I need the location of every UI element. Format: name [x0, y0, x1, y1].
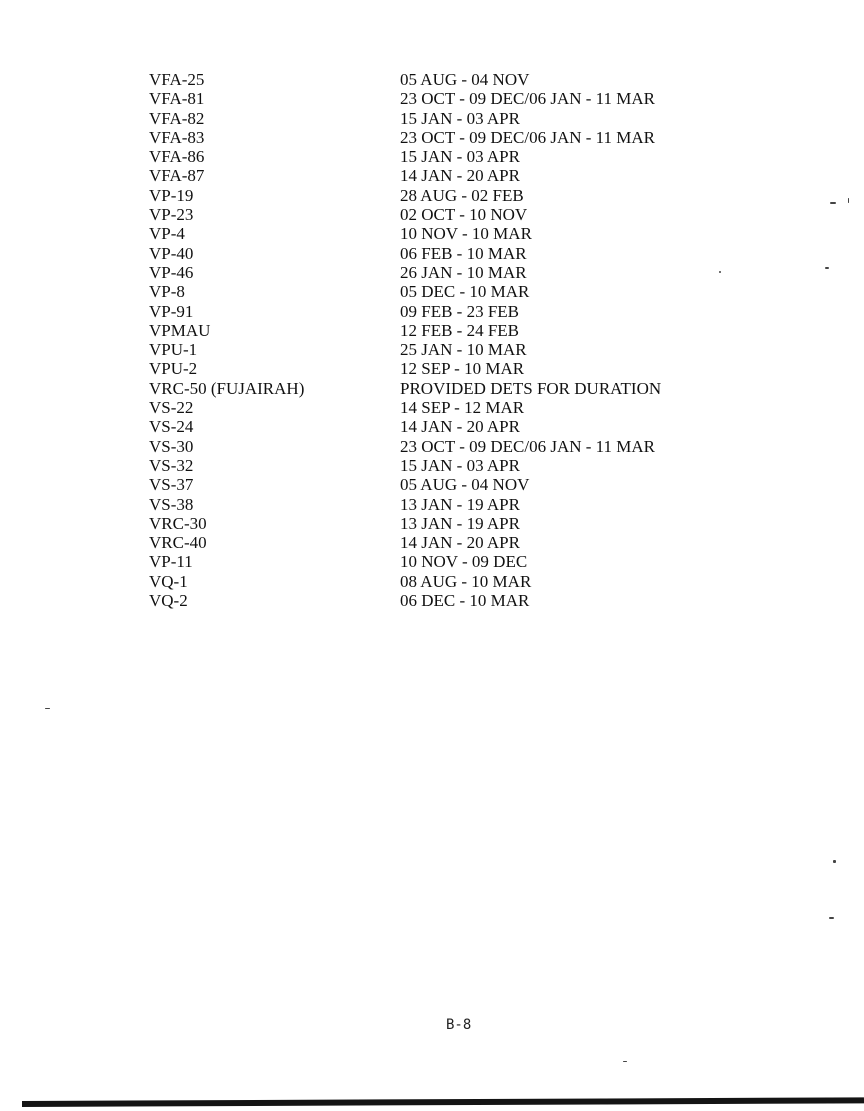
schedule-row	[0, 359, 864, 378]
schedule-row	[0, 398, 864, 417]
unit-designation: VRC-30	[149, 513, 207, 533]
schedule-row	[0, 379, 864, 398]
unit-designation: VFA-83	[149, 127, 205, 147]
schedule-row	[0, 70, 864, 89]
deployment-dates: 14 JAN - 20 APR	[400, 417, 520, 437]
deployment-dates: 05 AUG - 04 NOV	[400, 475, 530, 495]
deployment-dates: 12 FEB - 24 FEB	[400, 320, 520, 340]
squadron-schedule-list	[0, 70, 864, 610]
schedule-row	[0, 340, 864, 359]
schedule-row	[0, 109, 864, 128]
deployment-dates: 13 JAN - 19 APR	[400, 494, 520, 514]
unit-designation: VS-32	[149, 455, 194, 475]
deployment-dates: 05 DEC - 10 MAR	[400, 282, 530, 302]
schedule-row	[0, 417, 864, 436]
unit-designation: VP-11	[149, 552, 193, 572]
schedule-row	[0, 147, 864, 166]
unit-designation: VFA-81	[149, 89, 205, 109]
schedule-row	[0, 128, 864, 147]
scan-speck	[825, 267, 829, 269]
deployment-dates: 23 OCT - 09 DEC/06 JAN - 11 MAR	[400, 127, 656, 147]
scan-speck	[833, 860, 836, 863]
scan-speck	[830, 202, 836, 204]
deployment-dates: 14 SEP - 12 MAR	[400, 398, 525, 418]
schedule-row	[0, 244, 864, 263]
schedule-row	[0, 552, 864, 571]
unit-designation: VFA-82	[149, 108, 205, 128]
scan-speck	[829, 917, 834, 919]
unit-designation: VFA-87	[149, 166, 205, 186]
unit-designation: VFA-25	[149, 70, 205, 89]
unit-designation: VP-8	[149, 282, 185, 302]
deployment-dates: 23 OCT - 09 DEC/06 JAN - 11 MAR	[400, 436, 656, 456]
deployment-dates: 10 NOV - 10 MAR	[400, 224, 532, 244]
schedule-row	[0, 533, 864, 552]
unit-designation: VPU-1	[149, 340, 198, 360]
schedule-row	[0, 166, 864, 185]
deployment-dates: 23 OCT - 09 DEC/06 JAN - 11 MAR	[400, 89, 656, 109]
deployment-dates: 09 FEB - 23 FEB	[400, 301, 520, 321]
unit-designation: VS-37	[149, 475, 194, 495]
unit-designation: VS-30	[149, 436, 194, 456]
scan-speck	[45, 708, 50, 709]
unit-designation: VS-22	[149, 398, 194, 418]
unit-designation: VPU-2	[149, 359, 198, 379]
schedule-row	[0, 475, 864, 494]
deployment-dates: 05 AUG - 04 NOV	[400, 70, 530, 89]
unit-designation: VPMAU	[149, 320, 211, 340]
unit-designation: VP-23	[149, 205, 194, 225]
schedule-row	[0, 437, 864, 456]
schedule-row	[0, 321, 864, 340]
unit-designation: VFA-86	[149, 147, 205, 167]
unit-designation: VS-38	[149, 494, 194, 514]
unit-designation: VQ-2	[149, 591, 188, 611]
deployment-dates: 26 JAN - 10 MAR	[400, 262, 527, 282]
deployment-dates: PROVIDED DETS FOR DURATION	[400, 378, 662, 398]
deployment-dates: 06 FEB - 10 MAR	[400, 243, 527, 263]
deployment-dates: 12 SEP - 10 MAR	[400, 359, 525, 379]
deployment-dates: 15 JAN - 03 APR	[400, 108, 520, 128]
schedule-row	[0, 572, 864, 591]
deployment-dates: 15 JAN - 03 APR	[400, 455, 520, 475]
scan-speck	[719, 271, 721, 273]
deployment-dates: 28 AUG - 02 FEB	[400, 185, 524, 205]
deployment-dates: 14 JAN - 20 APR	[400, 166, 520, 186]
deployment-dates: 10 NOV - 09 DEC	[400, 552, 528, 572]
bottom-rule	[22, 1097, 864, 1107]
schedule-row	[0, 224, 864, 243]
deployment-dates: 08 AUG - 10 MAR	[400, 571, 532, 591]
deployment-dates: 06 DEC - 10 MAR	[400, 591, 530, 611]
deployment-dates: 25 JAN - 10 MAR	[400, 340, 527, 360]
unit-designation: VRC-40	[149, 533, 207, 553]
schedule-row	[0, 591, 864, 610]
unit-designation: VRC-50 (FUJAIRAH)	[149, 378, 305, 398]
schedule-row	[0, 495, 864, 514]
deployment-dates: 02 OCT - 10 NOV	[400, 205, 528, 225]
unit-designation: VP-4	[149, 224, 185, 244]
schedule-row	[0, 302, 864, 321]
unit-designation: VP-91	[149, 301, 194, 321]
page-number: B-8	[446, 1017, 472, 1033]
schedule-row	[0, 514, 864, 533]
unit-designation: VP-40	[149, 243, 194, 263]
schedule-row	[0, 89, 864, 108]
schedule-row	[0, 456, 864, 475]
unit-designation: VQ-1	[149, 571, 188, 591]
deployment-dates: 14 JAN - 20 APR	[400, 533, 520, 553]
scan-speck	[623, 1061, 627, 1062]
unit-designation: VP-46	[149, 262, 194, 282]
schedule-row	[0, 263, 864, 282]
schedule-row	[0, 186, 864, 205]
deployment-dates: 13 JAN - 19 APR	[400, 513, 520, 533]
schedule-row	[0, 205, 864, 224]
scan-speck	[848, 198, 849, 203]
unit-designation: VP-19	[149, 185, 194, 205]
schedule-row	[0, 282, 864, 301]
deployment-dates: 15 JAN - 03 APR	[400, 147, 520, 167]
unit-designation: VS-24	[149, 417, 194, 437]
